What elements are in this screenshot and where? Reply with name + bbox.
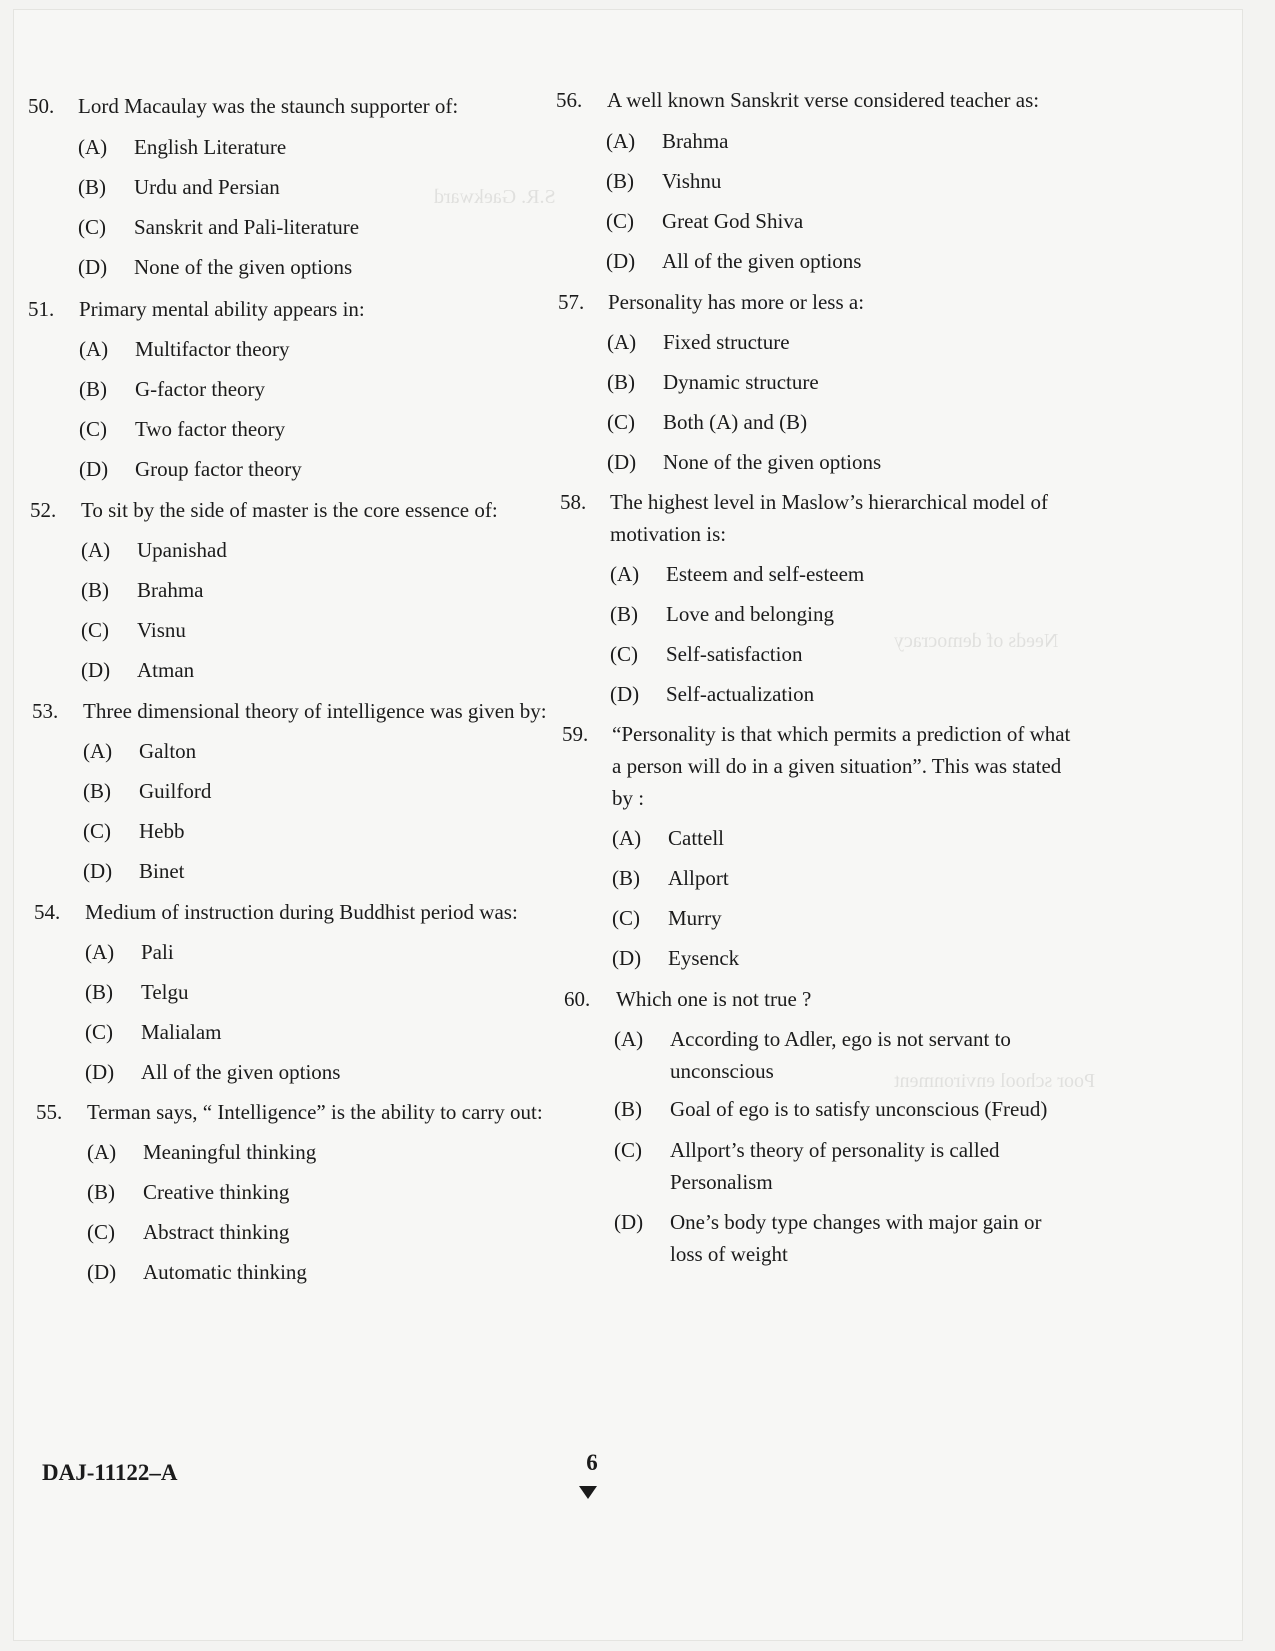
option-text: None of the given options — [134, 255, 353, 279]
paper-code: DAJ-11122–A — [42, 1460, 178, 1485]
option-text-line: One’s body type changes with major gain or — [670, 1210, 1042, 1234]
option-label: (D) — [606, 249, 636, 273]
option-text: Hebb — [139, 819, 185, 843]
option-text: Visnu — [137, 618, 186, 642]
question-number: 50. — [28, 94, 55, 118]
option-label: (C) — [614, 1138, 642, 1162]
option-text: Love and belonging — [666, 602, 834, 626]
option-label: (C) — [612, 906, 640, 930]
option-label: (C) — [606, 209, 634, 233]
option-label: (C) — [83, 819, 111, 843]
option-label: (A) — [79, 337, 109, 361]
question-stem: Three dimensional theory of intelligence was given by: — [83, 699, 547, 723]
option-label: (D) — [83, 859, 113, 883]
option-label: (A) — [83, 739, 113, 763]
option-label: (A) — [81, 538, 111, 562]
option-label: (C) — [87, 1220, 115, 1244]
option-text: Creative thinking — [143, 1180, 290, 1204]
option-text-line: Goal of ego is to satisfy unconscious (Freud) — [670, 1097, 1048, 1121]
question-stem: Which one is not true ? — [616, 987, 812, 1011]
option-text: Fixed structure — [663, 330, 790, 354]
option-text: Brahma — [137, 578, 204, 602]
question-number: 57. — [558, 290, 585, 314]
option-text: Self-actualization — [666, 682, 815, 706]
question-stem: Lord Macaulay was the staunch supporter of: — [78, 94, 459, 118]
option-label: (B) — [87, 1180, 115, 1204]
option-text: None of the given options — [663, 450, 882, 474]
question-number: 55. — [36, 1100, 63, 1124]
option-label: (D) — [614, 1210, 644, 1234]
option-text: Brahma — [662, 129, 729, 153]
option-text-line: loss of weight — [670, 1242, 788, 1266]
question-number: 53. — [32, 699, 59, 723]
question-stem: Medium of instruction during Buddhist period was: — [85, 900, 518, 924]
option-label: (A) — [606, 129, 636, 153]
option-label: (A) — [607, 330, 637, 354]
option-label: (B) — [614, 1097, 642, 1121]
exam-page — [14, 10, 1242, 1640]
option-text: Pali — [141, 940, 174, 964]
show-through-text: S.R. Gaekward — [434, 186, 556, 208]
option-text: Multifactor theory — [135, 337, 290, 361]
option-label: (B) — [610, 602, 638, 626]
option-label: (C) — [607, 410, 635, 434]
option-text: Eysenck — [668, 946, 740, 970]
option-text: Self-satisfaction — [666, 642, 803, 666]
question-number: 60. — [564, 987, 591, 1011]
option-label: (B) — [606, 169, 634, 193]
option-label: (A) — [87, 1140, 117, 1164]
option-label: (B) — [83, 779, 111, 803]
question-number: 56. — [556, 88, 583, 112]
option-text: Guilford — [139, 779, 212, 803]
option-label: (B) — [79, 377, 107, 401]
option-text: Urdu and Persian — [134, 175, 280, 199]
option-text: G-factor theory — [135, 377, 266, 401]
question-stem: Terman says, “ Intelligence” is the ability to carry out: — [87, 1100, 543, 1124]
show-through-text: Needs of democracy — [894, 630, 1059, 652]
question-stem-line: a person will do in a given situation”. This was stated — [612, 754, 1062, 778]
option-label: (C) — [610, 642, 638, 666]
option-text-line: Personalism — [670, 1170, 773, 1194]
option-text: Abstract thinking — [143, 1220, 290, 1244]
option-text-line: According to Adler, ego is not servant to — [670, 1027, 1011, 1051]
option-text: Dynamic structure — [663, 370, 819, 394]
option-text: Allport — [668, 866, 729, 890]
page-number: 6 — [586, 1450, 598, 1475]
question-stem-line: motivation is: — [610, 522, 727, 546]
option-text-line: Allport’s theory of personality is called — [670, 1138, 1000, 1162]
option-label: (D) — [81, 658, 111, 682]
question-stem: To sit by the side of master is the core essence of: — [81, 498, 498, 522]
option-label: (A) — [85, 940, 115, 964]
option-text: Vishnu — [662, 169, 722, 193]
option-text: All of the given options — [662, 249, 862, 273]
question-number: 58. — [560, 490, 587, 514]
option-label: (B) — [612, 866, 640, 890]
option-label: (D) — [607, 450, 637, 474]
option-label: (D) — [85, 1060, 115, 1084]
option-label: (D) — [78, 255, 108, 279]
option-label: (B) — [607, 370, 635, 394]
option-label: (B) — [85, 980, 113, 1004]
down-arrow-icon — [579, 1486, 597, 1499]
option-text: Cattell — [668, 826, 724, 850]
question-stem: A well known Sanskrit verse considered teacher as: — [607, 88, 1040, 112]
option-label: (D) — [610, 682, 640, 706]
option-label: (D) — [79, 457, 109, 481]
question-number: 54. — [34, 900, 61, 924]
question-number: 52. — [30, 498, 57, 522]
question-stem: Personality has more or less a: — [608, 290, 865, 314]
question-stem-line: The highest level in Maslow’s hierarchical model of — [610, 490, 1048, 514]
option-text: Automatic thinking — [143, 1260, 307, 1284]
option-label: (D) — [87, 1260, 117, 1284]
option-label: (C) — [81, 618, 109, 642]
option-label: (A) — [78, 135, 108, 159]
question-number: 51. — [28, 297, 55, 321]
option-text: Upanishad — [137, 538, 227, 562]
option-text: Both (A) and (B) — [663, 410, 808, 434]
option-text: Galton — [139, 739, 197, 763]
option-text: Esteem and self-esteem — [666, 562, 865, 586]
question-number: 59. — [562, 722, 589, 746]
option-label: (C) — [85, 1020, 113, 1044]
option-text: Murry — [668, 906, 722, 930]
option-text: Meaningful thinking — [143, 1140, 317, 1164]
option-label: (A) — [612, 826, 642, 850]
option-label: (C) — [78, 215, 106, 239]
option-text: All of the given options — [141, 1060, 341, 1084]
option-label: (B) — [78, 175, 106, 199]
question-stem: Primary mental ability appears in: — [79, 297, 365, 321]
option-text: English Literature — [134, 135, 287, 159]
option-text-line: unconscious — [670, 1059, 774, 1083]
option-text: Two factor theory — [135, 417, 286, 441]
option-label: (A) — [614, 1027, 644, 1051]
option-text: Malialam — [141, 1020, 222, 1044]
show-through-text: Poor school environment — [894, 1070, 1096, 1092]
option-text: Group factor theory — [135, 457, 302, 481]
option-text: Telgu — [141, 980, 189, 1004]
option-text: Sanskrit and Pali-literature — [134, 215, 360, 239]
option-text: Great God Shiva — [662, 209, 804, 233]
option-text: Binet — [139, 859, 185, 883]
question-stem-line: by : — [612, 786, 645, 810]
question-stem-line: “Personality is that which permits a prediction of what — [612, 722, 1071, 746]
option-label: (A) — [610, 562, 640, 586]
option-text: Atman — [137, 658, 195, 682]
option-label: (C) — [79, 417, 107, 441]
option-label: (D) — [612, 946, 642, 970]
option-label: (B) — [81, 578, 109, 602]
